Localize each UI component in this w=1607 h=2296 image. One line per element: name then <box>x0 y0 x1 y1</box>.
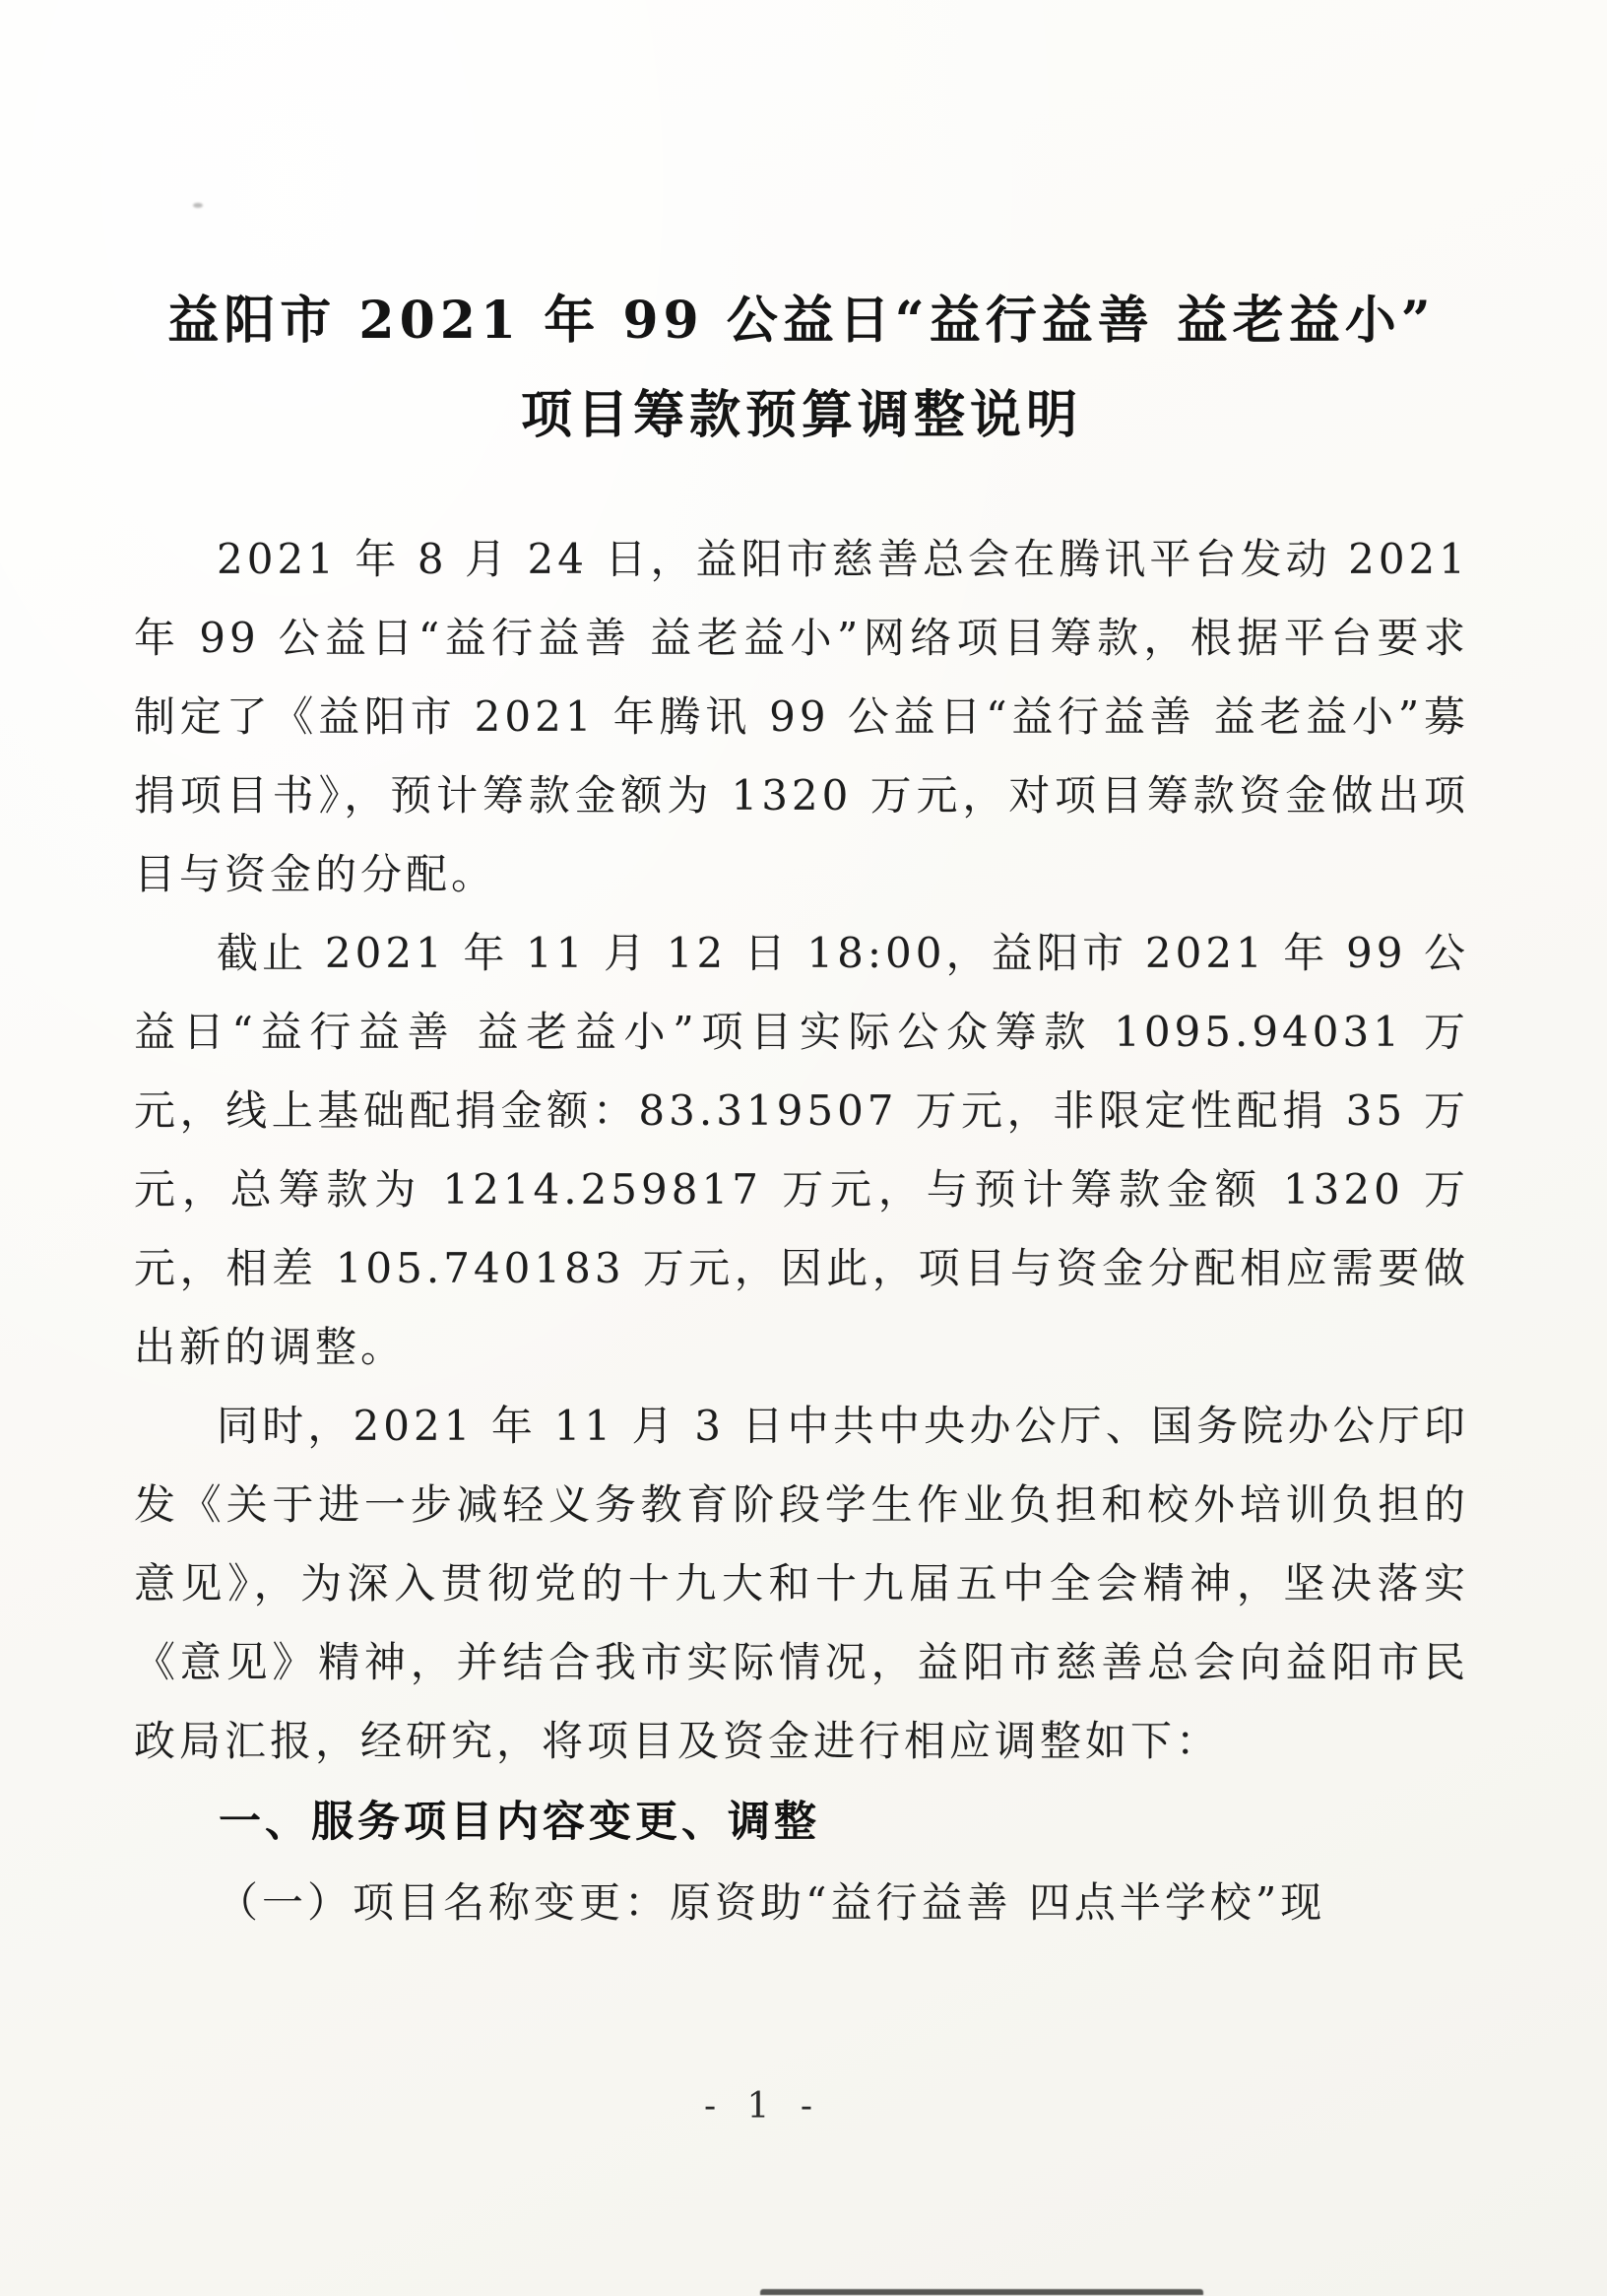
document-content <box>134 274 1469 1942</box>
scan-speck-artifact <box>193 203 203 208</box>
paragraph-fundraising-results: 截止 2021 年 11 月 12 日 18:00，益阳市 2021 年 99 公益日“益行益善 益老益小”项目实际公众筹款 1095.94031 万元，线上基础配捐金额：83.319507 万元，非限定性配捐 35 万元，总筹款为 1214.259817 万元，与预计筹款金额 1320 万元，相差 105.740183 万元，因此，项目与资金分配相应需要做出新的调整。 <box>134 929 1469 1371</box>
subsection-project-name-change: （一）项目名称变更：原资助“益行益善 四点半学校”现 <box>217 1878 1326 1927</box>
scan-edge-artifact <box>760 2289 1203 2295</box>
paragraph-fundraising-launch: 2021 年 8 月 24 日，益阳市慈善总会在腾讯平台发动 2021 年 99 公益日“益行益善 益老益小”网络项目筹款，根据平台要求制定了《益阳市 2021 年腾讯 99 公益日“益行益善 益老益小”募捐项目书》，预计筹款金额为 1320 万元，对项目筹款资金做出项目与资金的分配。 <box>134 535 1469 898</box>
section-heading-service-project-changes: 一、服务项目内容变更、调整 <box>219 1798 820 1847</box>
title-line-1: 益阳市 2021 年 99 公益日“益行益善 益老益小” <box>167 291 1436 351</box>
page-number: - 1 - <box>703 2086 823 2127</box>
paragraph-policy-adjustment: 同时，2021 年 11 月 3 日中共中央办公厅、国务院办公厅印发《关于进一步减轻义务教育阶段学生作业负担和校外培训负担的意见》，为深入贯彻党的十九大和十九届五中全会精神，坚决落实《意见》精神，并结合我市实际情况，益阳市慈善总会向益阳市民政局汇报，经研究，将项目及资金进行相应调整如下： <box>134 1402 1469 1765</box>
document-title <box>134 274 1469 463</box>
title-line-2: 项目筹款预算调整说明 <box>520 385 1082 445</box>
